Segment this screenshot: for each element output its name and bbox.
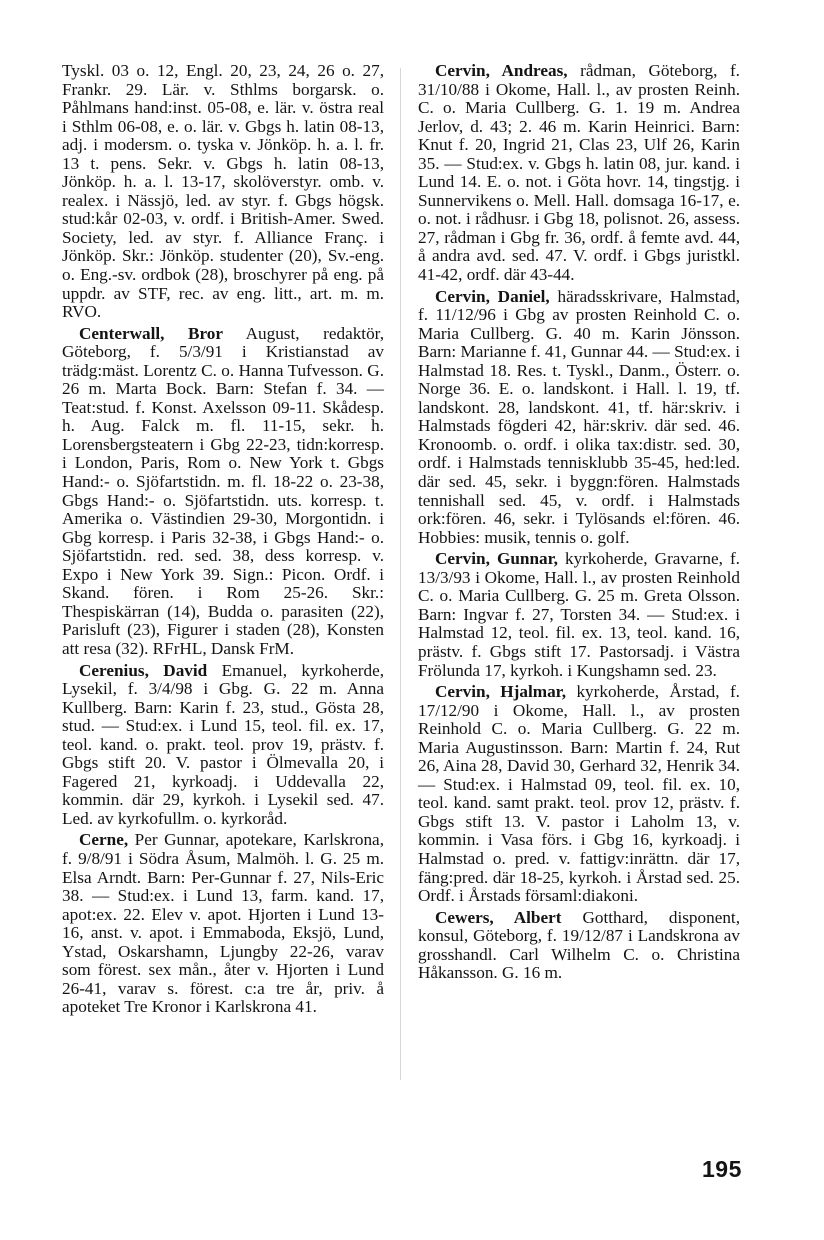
entry-text: häradsskrivare, Halmstad, f. 11/12/96 i Gbg av prosten Reinhold C. o. Maria Cullberg. G. 40 m. Karin Jönsson. Barn: Marianne f. 41, Gunnar 44. — Stud:ex. i Halmstad 18. Res. t. Tyskl., Danm., Österr. o. Norge 36. E. o. landskont. i Hall. l. 19, tf. landskont. 28, landskont. 41, tf. här:skriv. i Halmstads fögderi 42, här:skriv. där sed. 46. Kronoomb. o. ordf. i olika tax:distr. sed. 30, ordf. i Halmstads tennisklubb 35-45, hed:led. där sed. 45, sekr. i byggn:fören. Halmstads tennishall sed. 45, v. ordf. i Halmstads ork:fören. 46, sekr. i Tylösands el:fören. 46. Hobbies: musik, tennis o. golf. [418, 286, 740, 547]
entry-name: Cervin, Gunnar, [435, 549, 558, 569]
entry-text: Tyskl. 03 o. 12, Engl. 20, 23, 24, 26 o. 27, Frankr. 29. Lär. v. Sthlms borgarsk. o. Påhlmans hand:inst. 05-08, e. lär. v. östra real i Sthlm 06-08, e. o. lär. v. Gbgs h. latin 08-13, adj. i modersm. o. tyska v. Jönköp. h. a. l. fr. 13 t. pens. Sekr. v. Gbgs h. latin 08-13, Jönköp. h. a. l. 13-17, skolöverstyr. omb. v. realex. i Nässjö, led. av styr. f. Gbgs högsk. stud:kår 02-03, v. ordf. i British-Amer. Swed. Society, led. av styr. f. Alliance Franç. i Jönköp. Skr.: Jönköp. studenter (20), Sv.-eng. o. Eng.-sv. ordbok (28), broschyrer på eng. på uppdr. av STF, rec. av eng. litt., art. m. m. RVO. [62, 61, 384, 322]
column-divider [400, 68, 401, 1080]
entry-text: Per Gunnar, apotekare, Karlskrona, f. 9/8/91 i Södra Åsum, Malmöh. l. G. 25 m. Elsa Arndt. Barn: Per-Gunnar f. 27, Nils-Eric 38. — Stud:ex. i Lund 13, farm. kand. 17, apot:ex. 22. Elev v. apot. Hjorten i Lund 13-16, anst. v. apot. i Emmaboda, Eksjö, Lund, Ystad, Oskarshamn, Ljungby 22-26, varav som förest. sex mån., åter v. Hjorten i Lund 26-41, varav s. förest. c:a tre år, priv. å apoteket Tre Kronor i Karlskrona 41. [62, 830, 384, 1017]
entry-name: Cerenius, David [79, 660, 208, 680]
entry-cervin-hjalmar [418, 683, 740, 906]
entry-cerenius-david [62, 662, 384, 829]
entry-cewers-albert [418, 909, 740, 983]
right-column [418, 62, 740, 986]
entry-continuation-tyskl [62, 62, 384, 322]
entry-centerwall-bror [62, 325, 384, 659]
entry-name: Cervin, Hjalmar, [435, 682, 567, 702]
entry-text: rådman, Göteborg, f. 31/10/88 i Okome, Hall. l., av prosten Reinh. C. o. Maria Cullberg. G. 1. 19 m. Andrea Jerlov, d. 43; 2. 46 m. Karin Heinrici. Barn: Knut f. 20, Ingrid 21, Clas 23, Ulf 26, Karin 35. — Stud:ex. v. Gbgs h. latin 08, jur. kand. i Lund 14. E. o. not. i Göta hovr. 14, tingstjg. i Sunnervikens o. Mell. Hall. domsaga 16-17, e. o. not. i rådhusr. i Gbg 18, polisnot. 26, assess. 27, rådman i Gbg fr. 36, ordf. å femte avd. 44, å andra avd. sed. 47. V. ordf. i Gbgs juristkl. 41-42, ordf. där 43-44. [418, 61, 740, 285]
entry-text: Gotthard, disponent, konsul, Göteborg, f. 19/12/87 i Landskrona av grosshandl. Carl Wilhelm C. o. Christina Håkansson. G. 16 m. [418, 907, 741, 983]
entry-cerne-per-gunnar [62, 831, 384, 1016]
entry-name: Cervin, Daniel, [435, 286, 550, 306]
entry-text: Emanuel, kyrkoherde, Lysekil, f. 3/4/98 i Gbg. G. 22 m. Anna Kullberg. Barn: Karin f. 23, stud., Gösta 28, stud. — Stud:ex. i Lund 15, teol. fil. ex. 17, teol. kand. o. prakt. teol. prov 19, prästv. f. Gbgs stift 20. V. pastor i Ölmevalla 20, i Fagered 21, kyrkoadj. i Uddevalla 22, kommin. där 29, kyrkoh. i Lysekil sed. 47. Led. av kyrkofullm. o. kyrkoråd. [62, 660, 384, 828]
entry-text: kyrkoherde, Gravarne, f. 13/3/93 i Okome, Hall. l., av prosten Reinhold C. o. Maria Cullberg. G. 25 m. Greta Olsson. Barn: Ingvar f. 27, Torsten 34. — Stud:ex. i Halmstad 12, teol. fil. ex. 13, teol. kand. 16, prästv. f. Gbgs stift 17. Pastorsadj. i Västra Frölunda 17, kyrkoh. i Kungshamn sed. 23. [418, 549, 740, 680]
entry-cervin-daniel [418, 288, 740, 548]
entry-cervin-gunnar [418, 550, 740, 680]
entry-name: Centerwall, Bror [79, 323, 223, 343]
entry-name: Cewers, Albert [435, 907, 562, 927]
left-column [62, 62, 384, 1020]
entry-name: Cervin, Andreas, [435, 61, 568, 80]
entry-text: kyrkoherde, Årstad, f. 17/12/90 i Okome, Hall. l., av prosten Reinhold C. o. Maria Cullberg. G. 22 m. Maria Augustinsson. Barn: Martin f. 24, Rut 26, Aina 28, David 30, Gerhard 32, Henrik 34. — Stud:ex. i Halmstad 09, teol. fil. ex. 10, teol. kand. samt prakt. teol. prov 12, prästv. f. Gbgs stift 13. V. pastor i Laholm 13, v. kommin. i Vasa förs. i Gbg 16, kyrkoadj. i Halmstad o. pred. v. fattigv:inrättn. där 17, fäng:pred. där 18-25, kyrkoh. i Årstad sed. 25. Ordf. i Årstads församl:diakoni. [418, 682, 740, 906]
entry-text: August, redaktör, Göteborg, f. 5/3/91 i Kristianstad av trädg:mäst. Lorentz C. o. Hanna Tufvesson. G. 26 m. Marta Bock. Barn: Stefan f. 34. — Teat:stud. f. Konst. Axelsson 09-11. Skådesp. h. Aug. Falck m. fl. 11-15, sekr. h. Lorensbergsteatern i Gbg 22-23, tidn:korresp. i London, Paris, Rom o. New York t. Gbgs Hand:- o. Sjöfartstidn. m. fl. 18-22 o. 23-38, Gbgs Hand:- o. Sjöfartstidn. uts. korresp. t. Amerika o. Västindien 29-30, Morgontidn. i Gbg korresp. i Paris 32-38, i Gbgs Hand:- o. Sjöfartstidn. red. sed. 38, dess korresp. v. Expo i New York 39. Sign.: Picon. Ordf. i Skand. fören. i Rom 25-26. Skr.: Thespiskärran (14), Budda o. parasiten (22), Parisluft (23), Figurer i staden (28), Konsten att resa (32). RFrHL, Dansk FrM. [62, 323, 384, 658]
entry-name: Cerne, [79, 830, 129, 850]
entry-cervin-andreas [418, 62, 740, 285]
page-number: 195 [702, 1156, 742, 1182]
